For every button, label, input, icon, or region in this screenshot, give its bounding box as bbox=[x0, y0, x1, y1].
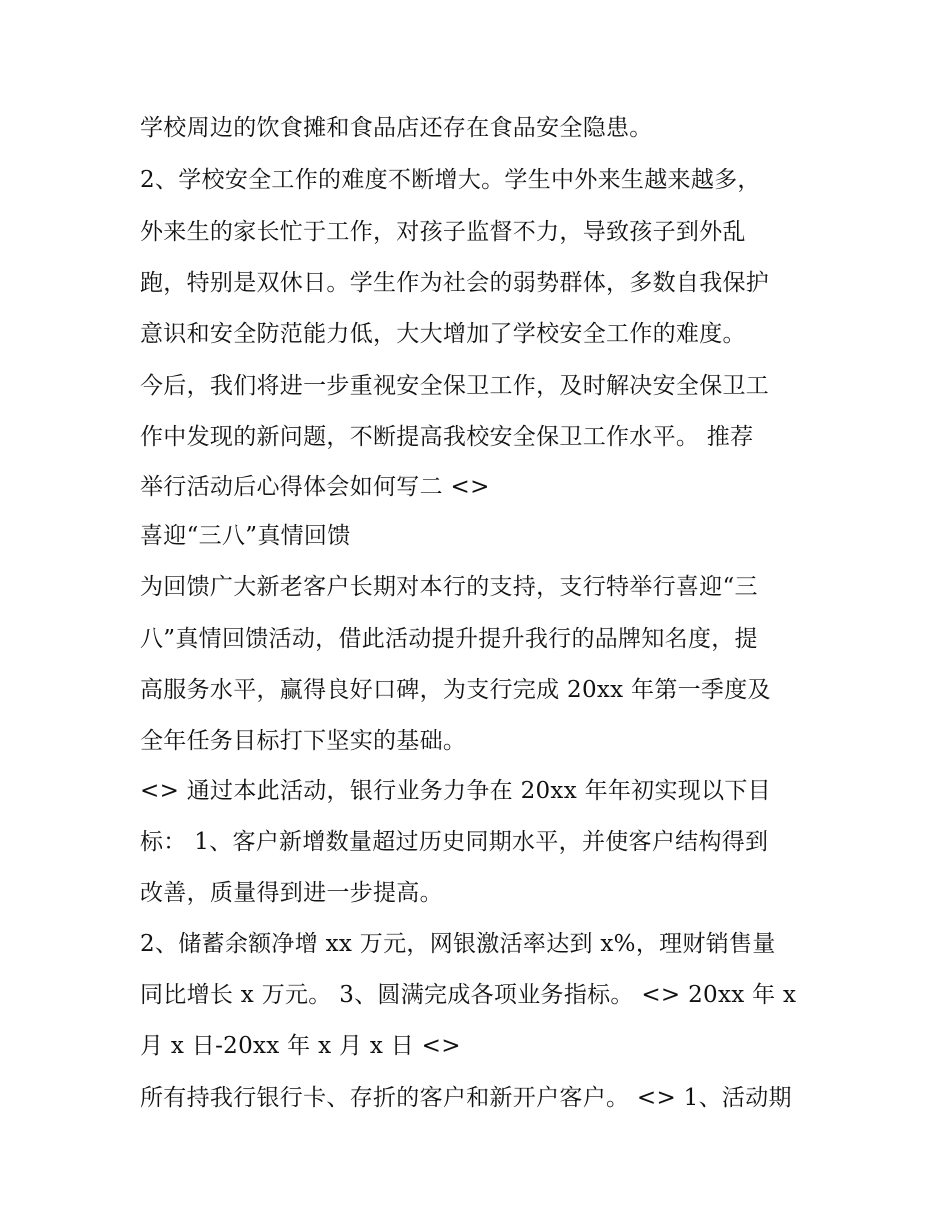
text-line: 八”真情回馈活动，借此活动提升提升我行的品牌知名度，提 bbox=[140, 626, 758, 652]
text-line: 标： 1、客户新增数量超过历史同期水平，并使客户结构得到 bbox=[140, 829, 769, 855]
text-line: 作中发现的新问题，不断提高我校安全保卫工作水平。 推荐 bbox=[140, 424, 754, 450]
text-line: 所有持我行银行卡、存折的客户和新开户客户。 <> 1、活动期 bbox=[140, 1085, 792, 1111]
text-line: 2、储蓄余额净增 xx 万元，网银激活率达到 x%，理财销售量 bbox=[140, 931, 776, 957]
text-line: 高服务水平，赢得良好口碑，为支行完成 20xx 年第一季度及 bbox=[140, 677, 771, 703]
text-line: 改善，质量得到进一步提高。 bbox=[140, 880, 443, 906]
section-title: 喜迎“三八”真情回馈 bbox=[140, 523, 351, 549]
text-line: 学校周边的饮食摊和食品店还存在食品安全隐患。 bbox=[140, 115, 653, 141]
text-line: <> 通过本此活动，银行业务力争在 20xx 年年初实现以下目 bbox=[140, 778, 771, 804]
text-line: 跑，特别是双休日。学生作为社会的弱势群体，多数自我保护 bbox=[140, 270, 770, 296]
text-line: 外来生的家长忙于工作，对孩子监督不力，导致孩子到外乱 bbox=[140, 219, 746, 245]
text-line: 全年任务目标打下坚实的基础。 bbox=[140, 728, 467, 754]
text-line: 今后，我们将进一步重视安全保卫工作，及时解决安全保卫工 bbox=[140, 373, 770, 399]
text-line: 同比增长 x 万元。 3、圆满完成各项业务指标。 <> 20xx 年 x bbox=[140, 982, 797, 1008]
text-line: 意识和安全防范能力低，大大增加了学校安全工作的难度。 bbox=[140, 321, 746, 347]
text-line: 月 x 日-20xx 年 x 月 x 日 <> bbox=[140, 1033, 461, 1059]
text-line: 为回馈广大新老客户长期对本行的支持，支行特举行喜迎“三 bbox=[140, 574, 758, 600]
text-line: 举行活动后心得体会如何写二 <> bbox=[140, 474, 490, 500]
text-line: 2、学校安全工作的难度不断增大。学生中外来生越来越多， bbox=[140, 167, 761, 193]
